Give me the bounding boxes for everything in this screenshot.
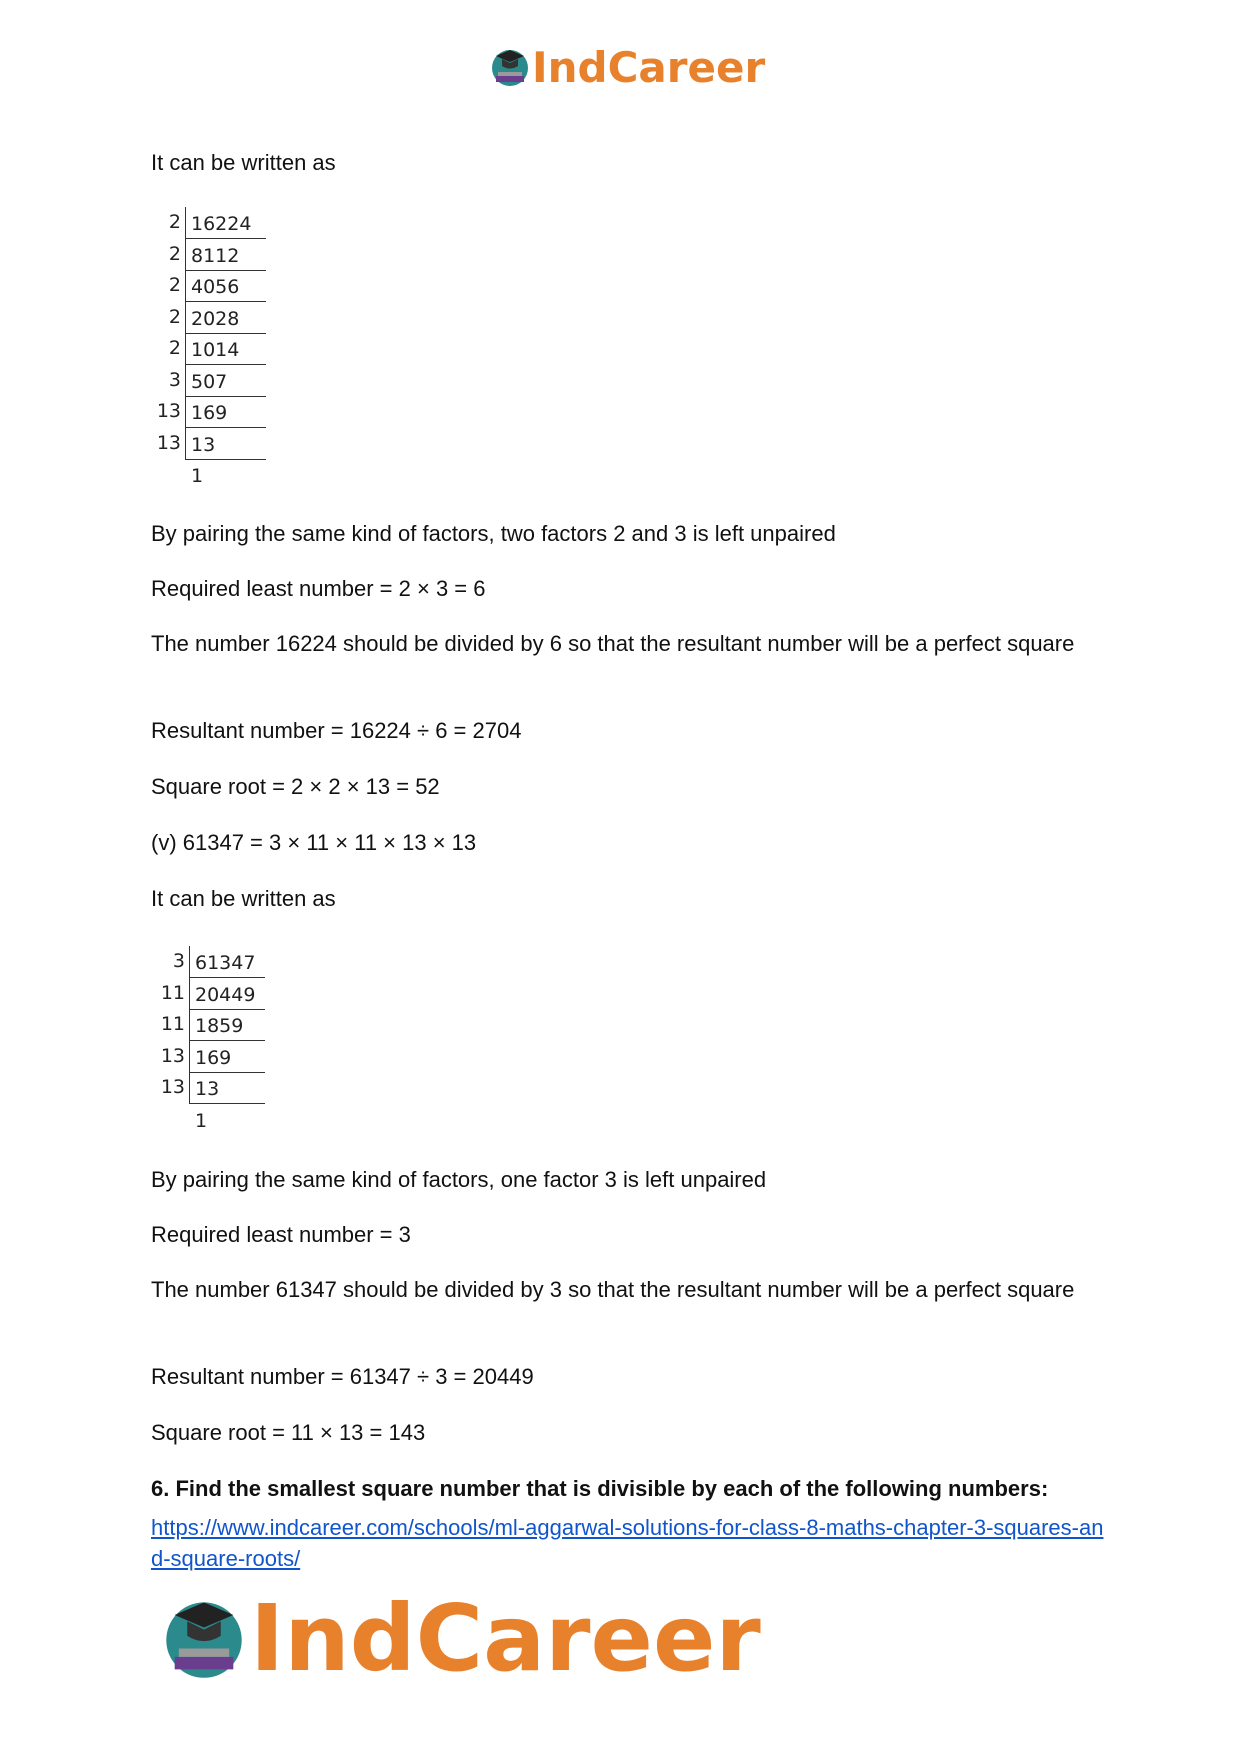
intro-text-1: It can be written as [151,150,336,175]
ladder-divisor: 2 [168,274,181,296]
brand-name: IndCareer [532,42,766,92]
paragraph-5: Square root = 2 × 2 × 13 = 52 [151,774,440,799]
paragraph-10: Resultant number = 61347 ÷ 3 = 20449 [151,1364,534,1389]
ladder-value: 61347 [189,946,265,978]
footer-logo [162,1584,761,1692]
ladder-value: 2028 [185,302,266,334]
ladder-divisor: 13 [160,1044,185,1067]
ladder-divisor: 3 [168,368,181,391]
source-link[interactable]: https://www.indcareer.com/schools/ml-aggarwal-solutions-for-class-8-maths-chapter-3-squares-and-square-roots/ [151,1515,1104,1571]
graduation-book-icon [490,46,530,88]
paragraph-6: (v) 61347 = 3 × 11 × 11 × 13 × 13 [151,830,477,855]
paragraph-2: Required least number = 2 × 3 = 6 [151,576,486,601]
paragraph-9: The number 61347 should be divided by 3 so that the resultant number will be a perfect square [151,1277,1075,1302]
ladder-divisor: 3 [172,950,185,972]
ladder-divisor: 2 [168,242,181,265]
ladder-divisor: 13 [156,400,181,422]
ladder-final: 1 [195,1109,208,1132]
ladder-value: 169 [189,1041,265,1073]
ladder-value: 16224 [185,207,266,239]
ladder-value: 1014 [185,333,266,365]
ladder-value: 8112 [185,239,266,271]
ladder-value: 4056 [185,270,266,302]
ladder-divisor: 11 [160,1013,185,1035]
ladder-divisor: 2 [168,337,181,359]
paragraph-11: Square root = 11 × 13 = 143 [151,1420,426,1445]
intro-text-2: It can be written as [151,886,336,911]
ladder-value: 13 [189,1072,265,1104]
ladder-divisor: 2 [168,305,181,328]
graduation-book-icon [162,1594,246,1682]
ladder-divisor: 2 [168,211,181,233]
paragraph-4: Resultant number = 16224 ÷ 6 = 2704 [151,718,522,743]
ladder-divisor: 13 [156,431,181,454]
paragraph-8: Required least number = 3 [151,1222,411,1247]
ladder-value: 13 [185,428,266,460]
paragraph-7: By pairing the same kind of factors, one factor 3 is left unpaired [151,1167,767,1192]
brand-name: IndCareer [250,1584,761,1692]
question-6: 6. Find the smallest square number that is divisible by each of the following numbers: [151,1476,1049,1501]
ladder-final: 1 [191,465,204,487]
paragraph-3: The number 16224 should be divided by 6 so that the resultant number will be a perfect square [151,631,1075,656]
header-logo [490,42,765,92]
ladder-value: 169 [185,396,266,428]
ladder-value: 20449 [189,978,265,1010]
ladder-divisor: 11 [160,981,185,1004]
ladder-value: 507 [185,365,266,397]
ladder-value: 1859 [189,1009,265,1041]
paragraph-1: By pairing the same kind of factors, two factors 2 and 3 is left unpaired [151,521,836,546]
ladder-divisor: 13 [160,1076,185,1098]
